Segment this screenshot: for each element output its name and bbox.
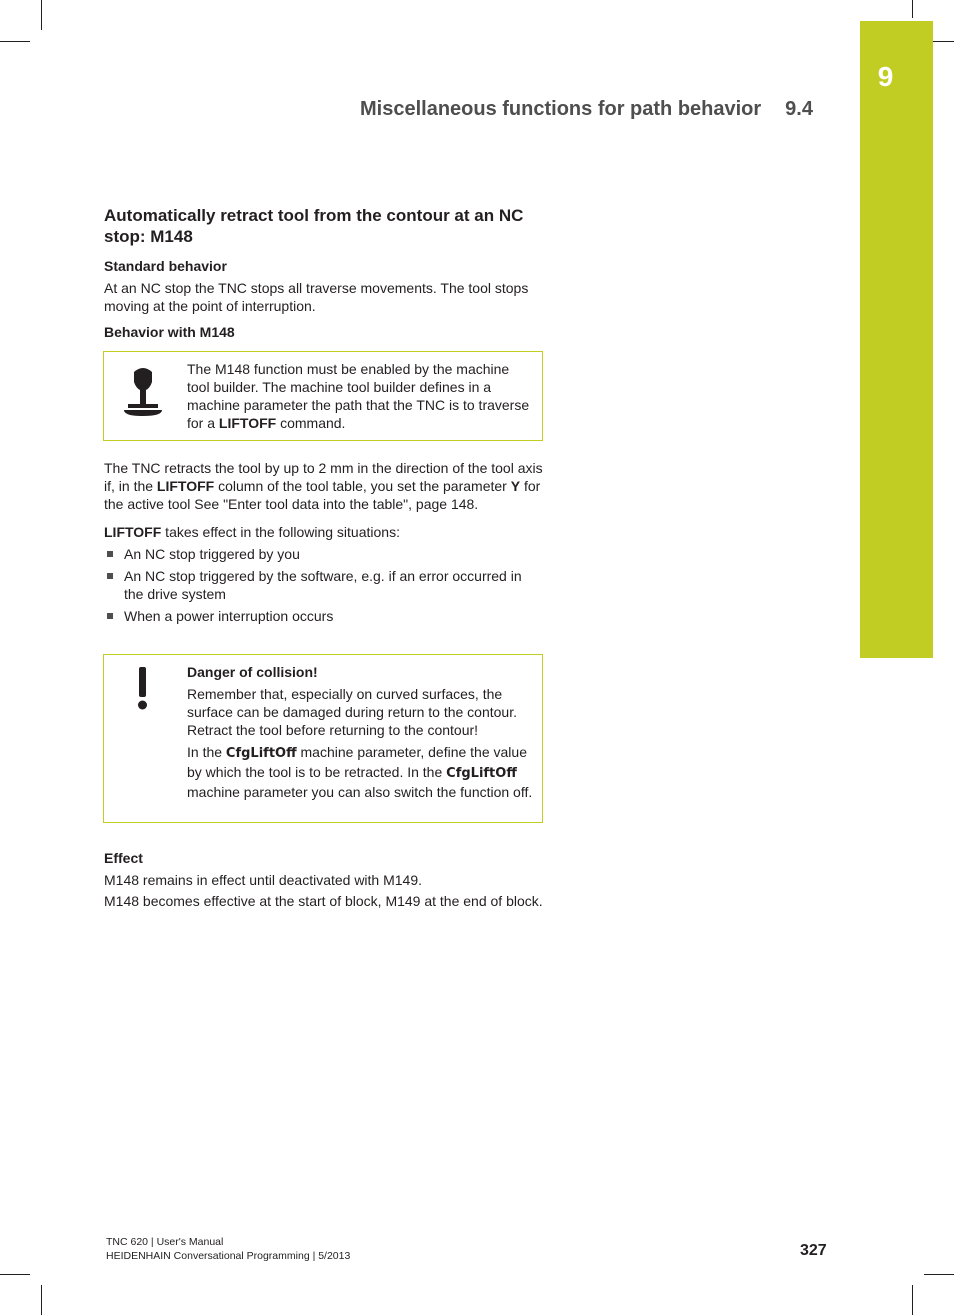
- standard-behavior-heading: Standard behavior: [104, 258, 227, 274]
- chapter-number: 9: [877, 61, 894, 92]
- retract-section: [104, 459, 544, 625]
- collision-warning-box: [103, 654, 543, 823]
- chapter-tab: [860, 21, 933, 658]
- running-head-section: 9.4: [785, 98, 813, 120]
- list-item: When a power interruption occurs: [104, 607, 544, 625]
- footer-line-1: TNC 620 | User's Manual: [106, 1236, 224, 1248]
- effect-section: [104, 849, 544, 910]
- bullet-square-icon: [107, 573, 113, 579]
- crop-mark: [0, 41, 30, 42]
- exclamation-icon: [104, 655, 186, 822]
- crop-mark: [0, 1274, 30, 1275]
- warning-paragraph-2: In the CfgLiftOff machine parameter, define the value by which the tool is to be retracted. In the CfgLiftOff machine parameter you can also switch the function off.: [187, 744, 533, 800]
- section-title: Automatically retract tool from the contour at an NC stop: M148: [104, 206, 524, 246]
- running-head: [360, 98, 813, 121]
- situation-list: [104, 545, 544, 625]
- bullet-square-icon: [107, 613, 113, 619]
- footer-info: [106, 1235, 350, 1263]
- bullet-square-icon: [107, 551, 113, 557]
- behavior-m148-heading: Behavior with M148: [104, 324, 235, 340]
- effect-line-1: M148 remains in effect until deactivated with M149.: [104, 872, 423, 888]
- machine-tool-icon: [104, 352, 186, 440]
- running-head-title: Miscellaneous functions for path behavior: [360, 98, 762, 120]
- liftoff-paragraph: LIFTOFF takes effect in the following situations:: [104, 524, 400, 540]
- effect-line-2: M148 becomes effective at the start of block, M149 at the end of block.: [104, 893, 543, 909]
- main-content: [104, 205, 544, 341]
- retract-paragraph: The TNC retracts the tool by up to 2 mm in the direction of the tool axis if, in the LIFTOFF column of the tool table, you set the parameter Y for the active tool See "Enter tool data into the table", page 148.: [104, 460, 543, 512]
- machine-note-box: [103, 351, 543, 441]
- list-item: An NC stop triggered by you: [104, 545, 544, 563]
- crop-mark: [912, 1285, 913, 1315]
- crop-mark: [41, 0, 42, 30]
- crop-mark: [924, 1274, 954, 1275]
- footer-line-2: HEIDENHAIN Conversational Programming | 5/2013: [106, 1250, 351, 1262]
- page-number: 327: [800, 1242, 827, 1259]
- crop-mark: [41, 1285, 42, 1315]
- standard-behavior-text: At an NC stop the TNC stops all traverse movements. The tool stops moving at the point of interruption.: [104, 280, 529, 314]
- warning-paragraph-1: Remember that, especially on curved surfaces, the surface can be damaged during return to the contour. Retract the tool before returning to the contour!: [187, 686, 517, 738]
- effect-heading: Effect: [104, 850, 143, 866]
- list-item: An NC stop triggered by the software, e.g. if an error occurred in the drive system: [104, 567, 544, 603]
- machine-note-text: The M148 function must be enabled by the machine tool builder. The machine tool builder defines in a machine parameter the path that the TNC is to traverse for a LIFTOFF command.: [187, 361, 530, 431]
- warning-title: Danger of collision!: [187, 664, 318, 680]
- crop-mark: [912, 0, 913, 18]
